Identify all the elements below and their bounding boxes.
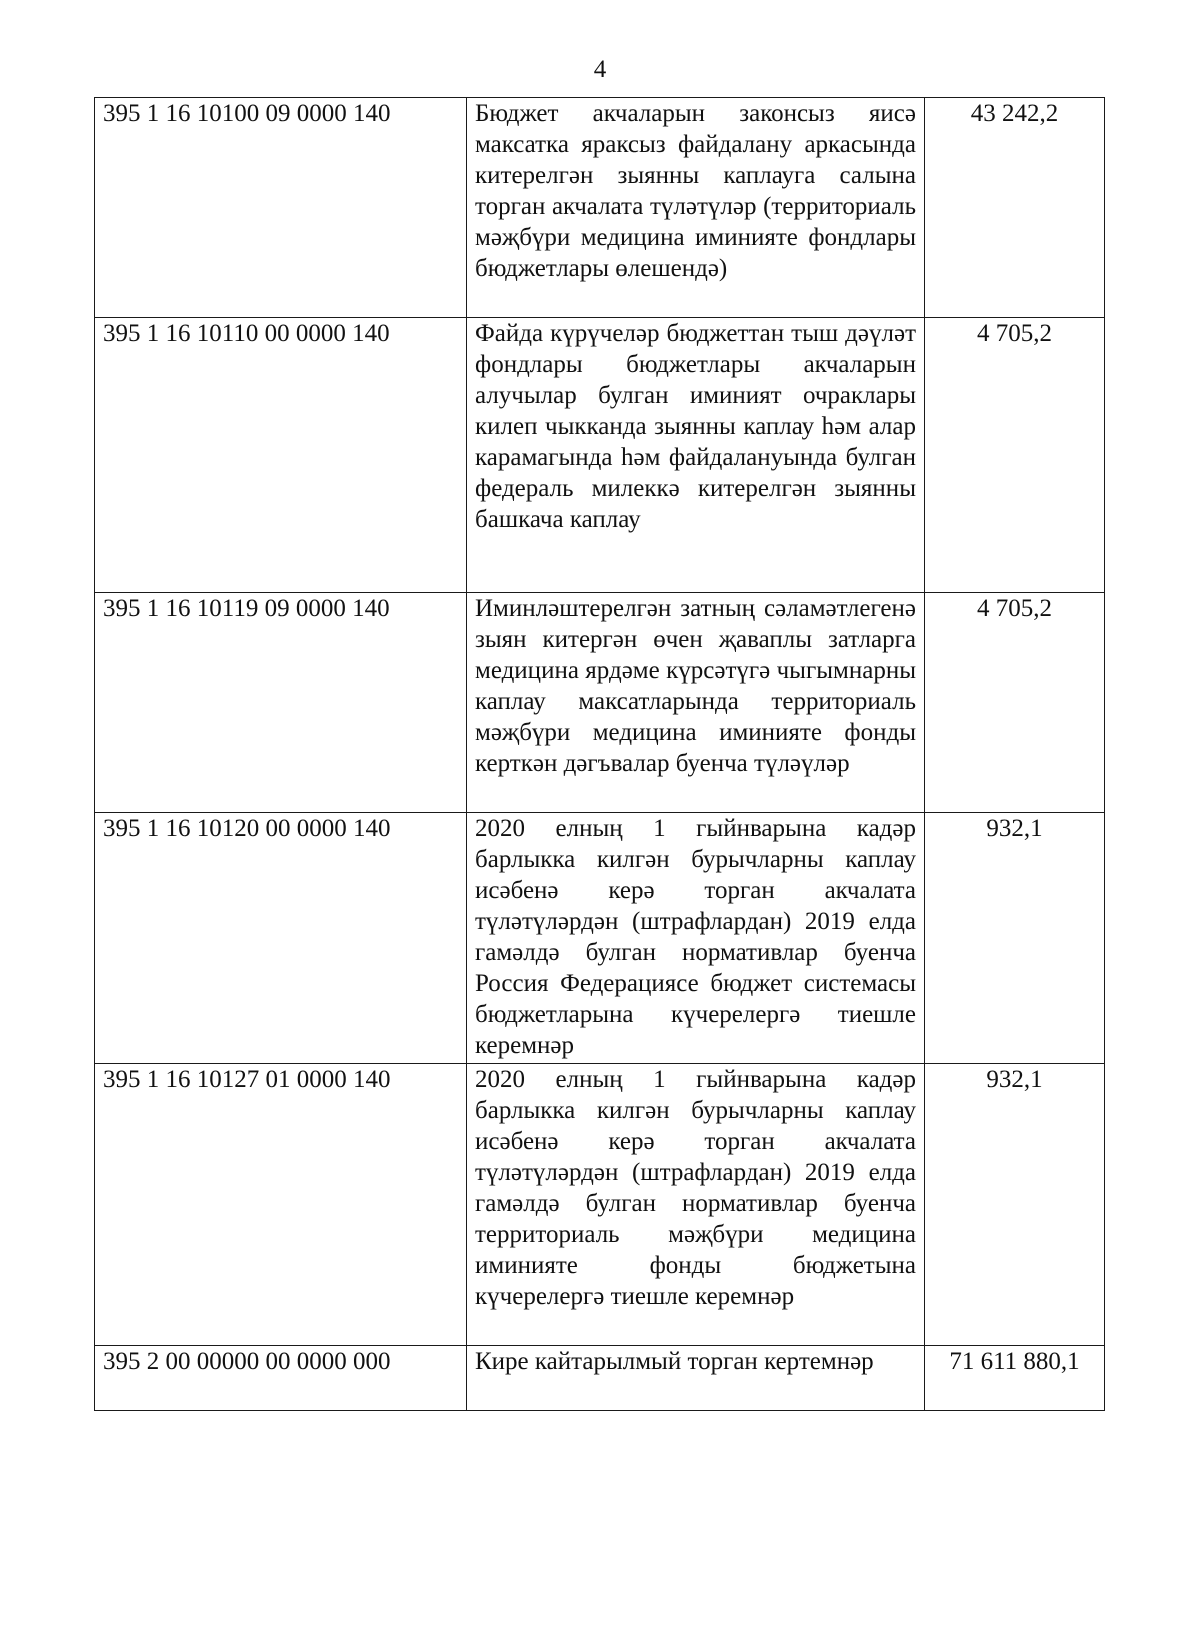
budget-code: 395 1 16 10110 00 0000 140: [95, 318, 467, 593]
budget-code: 395 1 16 10119 09 0000 140: [95, 593, 467, 813]
budget-code: 395 1 16 10127 01 0000 140: [95, 1064, 467, 1346]
income-description: Кире кайтарылмый торган кертемнәр: [467, 1346, 925, 1411]
budget-code: 395 1 16 10100 09 0000 140: [95, 98, 467, 318]
table-row: [95, 813, 1105, 1064]
budget-code: 395 1 16 10120 00 0000 140: [95, 813, 467, 1064]
table-row: [95, 593, 1105, 813]
budget-code: 395 2 00 00000 00 0000 000: [95, 1346, 467, 1411]
income-description: Файда күрүчеләр бюджеттан тыш дәүләт фондлары бюджетлары акчаларын алучылар булган иминият очраклары килеп чыкканда зыянны каплау һәм алар карамагында һәм файдалануында булган федераль милеккә китерелгән зыянны башкача каплау: [467, 318, 925, 593]
income-description: Бюджет акчаларын законсыз яисә максатка яраксыз файдалану аркасында китерелгән зыянны каплауга салына торган акчалата түләтүләр (территориаль мәҗбүри медицина иминияте фондлары бюджетлары өлешендә): [467, 98, 925, 318]
amount-value: 932,1: [925, 1064, 1105, 1346]
income-description: 2020 елның 1 гыйнварына кадәр барлыкка килгән бурычларны каплау исәбенә керә торган акчалата түләтүләрдән (штрафлардан) 2019 елда гамәлдә булган нормативлар буенча Россия Федерациясе бюджет системасы бюджетларына күчерелергә тиешле керемнәр: [467, 813, 925, 1064]
amount-value: 932,1: [925, 813, 1105, 1064]
income-description: Иминләштерелгән затның сәламәтлегенә зыян китергән өчен җаваплы затларга медицина ярдәме күрсәтүгә чыгымнарны каплау максатларында территориаль мәҗбүри медицина иминияте фонды керткән дәгъвалар буенча түләүләр: [467, 593, 925, 813]
amount-value: 4 705,2: [925, 593, 1105, 813]
table-row: [95, 98, 1105, 318]
table-row: [95, 1064, 1105, 1346]
amount-value: 4 705,2: [925, 318, 1105, 593]
income-description: 2020 елның 1 гыйнварына кадәр барлыкка килгән бурычларны каплау исәбенә керә торган акчалата түләтүләрдән (штрафлардан) 2019 елда гамәлдә булган нормативлар буенча территориаль мәҗбүри медицина иминияте фонды бюджетына күчерелергә тиешле керемнәр: [467, 1064, 925, 1346]
amount-value: 71 611 880,1: [925, 1346, 1105, 1411]
budget-codes-table: [94, 97, 1105, 1411]
table-row: [95, 318, 1105, 593]
table-row: [95, 1346, 1105, 1411]
page-number: 4: [593, 56, 607, 83]
amount-value: 43 242,2: [925, 98, 1105, 318]
